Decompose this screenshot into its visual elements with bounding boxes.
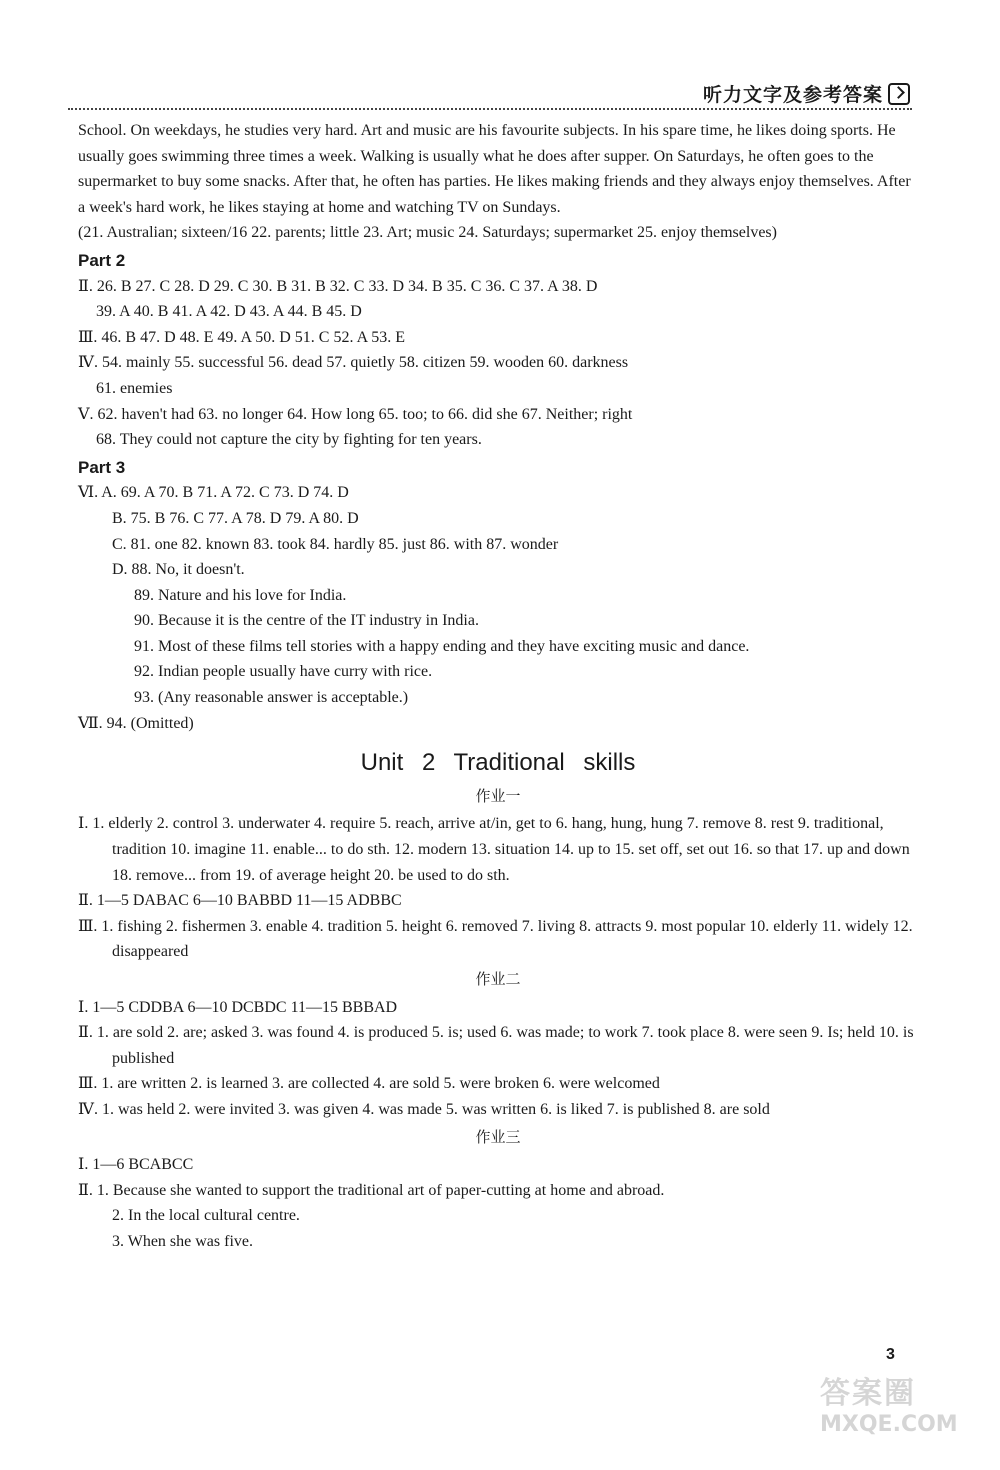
answers-21-25: (21. Australian; sixteen/16 22. parents; little 23. Art; music 24. Saturdays; supermarket 25. enjoy themselves) [78,224,777,242]
answer-line: Ⅲ. 46. B 47. D 48. E 49. A 50. D 51. C 52. A 53. E [78,328,406,346]
answer-line: 89. Nature and his love for India. [134,586,347,604]
page-header [703,80,910,107]
watermark-text: 答案圈 [820,1376,916,1411]
answer-line: Ⅵ. A. 69. A 70. B 71. A 72. C 73. D 74. D [78,484,349,502]
answer-line: Ⅰ. 1—6 BCABCC [78,1156,194,1174]
answer-line: 61. enemies [96,379,173,397]
answer-line: Ⅱ. 1—5 DABAC 6—10 BABBD 11—15 ADBBC [78,892,402,910]
answer-line: Ⅲ. 1. are written 2. is learned 3. are collected 4. are sold 5. were broken 6. were welcomed [78,1075,660,1093]
answer-line: Ⅳ. 1. was held 2. were invited 3. was given 4. was made 5. was written 6. is liked 7. is published 8. are sold [78,1100,770,1118]
homework-1-heading: 作业一 [475,786,521,805]
homework-3-heading: 作业三 [475,1127,521,1146]
answer-line: C. 81. one 82. known 83. took 84. hardly 85. just 86. with 87. wonder [112,535,559,553]
answer-line: Ⅱ. 26. B 27. C 28. D 29. C 30. B 31. B 32. C 33. D 34. B 35. C 36. C 37. A 38. D [78,277,598,295]
answer-line: 68. They could not capture the city by fighting for ten years. [96,431,482,449]
part-3-heading: Part 3 [78,457,126,477]
header-divider [68,108,912,110]
answer-line: B. 75. B 76. C 77. A 78. D 79. A 80. D [112,509,359,527]
answer-line: 2. In the local cultural centre. [112,1207,300,1225]
answer-line: 91. Most of these films tell stories with a happy ending and they have exciting music and dance. [134,637,750,655]
unit-title: Unit 2 Traditional skills [360,749,636,777]
homework-2-heading: 作业二 [475,970,521,988]
answer-line: Ⅴ. 62. haven't had 63. no longer 64. How long 65. too; to 66. did she 67. Neither; right [78,405,633,423]
answer-line: Ⅳ. 54. mainly 55. successful 56. dead 57. quietly 58. citizen 59. wooden 60. darkness [78,354,629,372]
watermark-logo [820,1368,985,1463]
page-number: 3 [886,1346,895,1363]
answer-line: Ⅶ. 94. (Omitted) [78,714,194,732]
watermark-url: MXQE.COM [820,1412,958,1437]
answer-line: Ⅰ. 1—5 CDDBA 6—10 DCBDC 11—15 BBBAD [78,998,398,1016]
answer-line: Ⅱ. 1. are sold 2. are; asked 3. was found 4. is produced 5. is; used 6. was made; to work 7. took place 8. were seen 9. Is; held 10. is published [78,1024,914,1067]
answer-line: 92. Indian people usually have curry with rice. [134,663,433,681]
answer-line: Ⅲ. 1. fishing 2. fishermen 3. enable 4. tradition 5. height 6. removed 7. living 8. attracts 9. most popular 10. elderly 11. widely 12. disappeared [78,917,913,961]
answer-line: 3. When she was five. [112,1232,253,1250]
answer-line: 93. (Any reasonable answer is acceptable.) [134,689,409,707]
answer-content [78,118,918,1255]
answer-line: 90. Because it is the centre of the IT industry in India. [134,612,479,630]
header-title: 听力文字及参考答案 [702,84,883,106]
answer-line: D. 88. No, it doesn't. [112,561,245,579]
part-2-heading: Part 2 [78,250,126,270]
listening-passage: School. On weekdays, he studies very hard. Art and music are his favourite subjects. In his spare time, he likes doing sports. He usually goes swimming three times a week. Walking is usually what he does after supper. On Saturdays, he often goes to the supermarket to buy some snacks. After that, he often has parties. He likes making friends and they always enjoy themselves. After a week's hard work, he likes staying at home and watching TV on Sundays. [78,122,911,216]
answer-line: Ⅱ. 1. Because she wanted to support the traditional art of paper-cutting at home and abroad. [78,1181,665,1199]
answer-line: Ⅰ. 1. elderly 2. control 3. underwater 4. require 5. reach, arrive at/in, get to 6. hang, hung, hung 7. remove 8. rest 9. traditional, tradition 10. imagine 11. enable... to do sth. 12. modern 13. situation 14. up to 15. set off, set out 16. so that 17. up and down 18. remove... from 19. of average height 20. be used to do sth. [78,815,910,884]
arrow-corner-icon [888,83,910,105]
answer-line: 39. A 40. B 41. A 42. D 43. A 44. B 45. D [96,303,362,321]
